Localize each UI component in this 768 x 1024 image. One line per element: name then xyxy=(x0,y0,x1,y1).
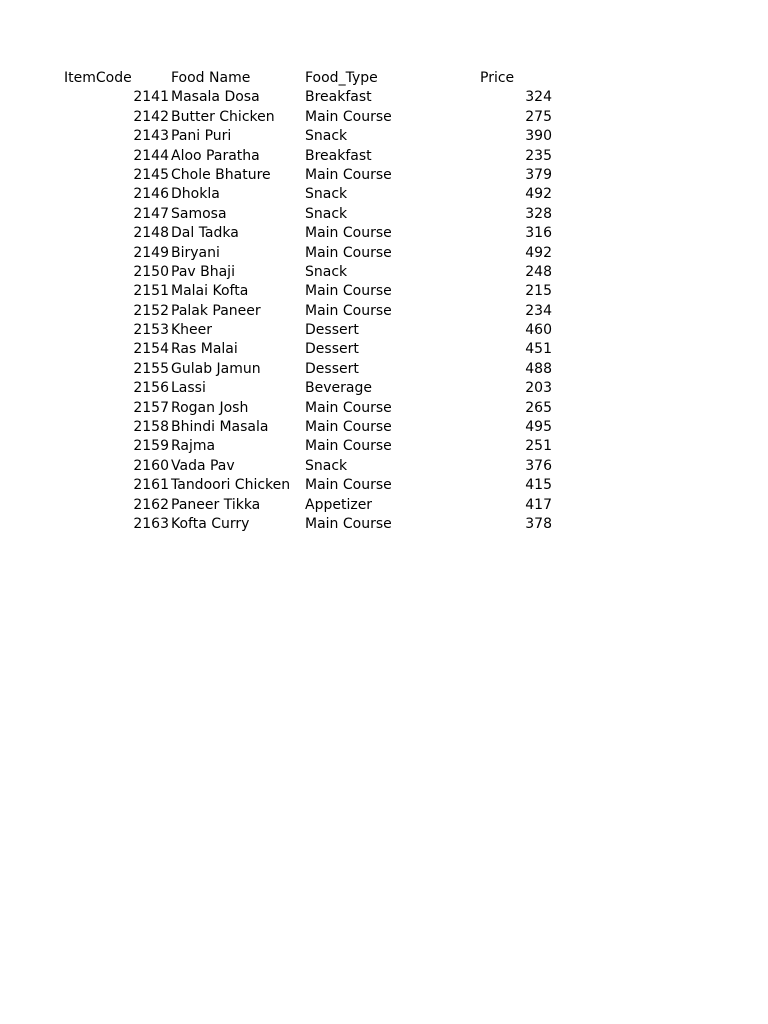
food-type-cell: Main Course xyxy=(305,244,392,261)
food-type-cell: Main Course xyxy=(305,399,392,416)
item-code-cell: 2161 xyxy=(133,477,169,494)
header-food-name: Food Name xyxy=(171,70,251,86)
price-cell: 378 xyxy=(525,515,552,532)
food-name-cell: Palak Paneer xyxy=(171,302,261,319)
food-name-cell: Pani Puri xyxy=(171,128,232,145)
item-code-cell: 2141 xyxy=(133,89,169,106)
food-name-cell: Masala Dosa xyxy=(171,89,260,106)
food-type-cell: Appetizer xyxy=(305,496,373,513)
item-code-cell: 2155 xyxy=(133,360,169,377)
food-name-cell: Paneer Tikka xyxy=(171,496,261,513)
item-code-cell: 2163 xyxy=(133,515,169,532)
food-name-cell: Aloo Paratha xyxy=(171,147,260,164)
food-name-cell: Kofta Curry xyxy=(171,515,250,532)
item-code-cell: 2147 xyxy=(133,205,169,222)
food-type-cell: Snack xyxy=(305,457,348,474)
food-type-cell: Main Course xyxy=(305,108,392,125)
price-cell: 316 xyxy=(525,225,552,242)
food-name-cell: Dhokla xyxy=(171,186,220,203)
price-cell: 417 xyxy=(525,496,552,513)
item-code-cell: 2148 xyxy=(133,225,169,242)
header-item-code: ItemCode xyxy=(64,70,132,86)
item-code-cell: 2157 xyxy=(133,399,169,416)
food-name-cell: Tandoori Chicken xyxy=(171,477,291,494)
food-type-cell: Main Course xyxy=(305,515,392,532)
food-name-cell: Rogan Josh xyxy=(171,399,249,416)
price-cell: 324 xyxy=(525,89,552,106)
item-code-cell: 2160 xyxy=(133,457,169,474)
price-cell: 379 xyxy=(525,166,552,183)
item-code-cell: 2142 xyxy=(133,108,169,125)
food-name-cell: Gulab Jamun xyxy=(171,360,261,377)
item-code-cell: 2143 xyxy=(133,128,169,145)
price-cell: 495 xyxy=(525,419,552,436)
price-cell: 451 xyxy=(525,341,552,358)
item-code-cell: 2151 xyxy=(133,283,169,300)
food-name-cell: Dal Tadka xyxy=(171,225,239,242)
price-cell: 275 xyxy=(525,108,552,125)
food-name-cell: Biryani xyxy=(171,244,220,261)
item-code-cell: 2152 xyxy=(133,302,169,319)
item-code-cell: 2156 xyxy=(133,380,169,397)
food-type-cell: Snack xyxy=(305,205,348,222)
price-cell: 376 xyxy=(525,457,552,474)
price-cell: 492 xyxy=(525,186,552,203)
food-type-cell: Snack xyxy=(305,186,348,203)
price-cell: 390 xyxy=(525,128,552,145)
food-type-cell: Main Course xyxy=(305,225,392,242)
food-type-cell: Dessert xyxy=(305,322,359,339)
food-type-cell: Main Course xyxy=(305,438,392,455)
price-cell: 215 xyxy=(525,283,552,300)
food-name-cell: Pav Bhaji xyxy=(171,263,235,280)
item-code-cell: 2150 xyxy=(133,263,169,280)
price-cell: 415 xyxy=(525,477,552,494)
item-code-cell: 2149 xyxy=(133,244,169,261)
header-price: Price xyxy=(480,70,515,86)
food-type-cell: Breakfast xyxy=(305,147,372,164)
price-cell: 234 xyxy=(525,302,552,319)
food-name-cell: Bhindi Masala xyxy=(171,419,269,436)
food-type-cell: Snack xyxy=(305,128,348,145)
food-name-cell: Rajma xyxy=(171,438,216,455)
food-name-cell: Samosa xyxy=(171,205,227,222)
food-type-cell: Dessert xyxy=(305,341,359,358)
price-cell: 235 xyxy=(525,147,552,164)
food-type-cell: Breakfast xyxy=(305,89,372,106)
food-type-cell: Main Course xyxy=(305,166,392,183)
food-type-cell: Main Course xyxy=(305,419,392,436)
food-type-cell: Main Course xyxy=(305,302,392,319)
food-type-cell: Beverage xyxy=(305,380,372,397)
food-type-cell: Dessert xyxy=(305,360,359,377)
food-type-cell: Main Course xyxy=(305,477,392,494)
price-cell: 203 xyxy=(525,380,552,397)
food-type-cell: Snack xyxy=(305,263,348,280)
food-name-cell: Vada Pav xyxy=(171,457,235,474)
item-code-cell: 2162 xyxy=(133,496,169,513)
item-code-cell: 2154 xyxy=(133,341,169,358)
food-name-cell: Kheer xyxy=(171,322,213,339)
price-cell: 488 xyxy=(525,360,552,377)
item-code-cell: 2146 xyxy=(133,186,169,203)
price-cell: 328 xyxy=(525,205,552,222)
price-cell: 492 xyxy=(525,244,552,261)
item-code-cell: 2144 xyxy=(133,147,169,164)
food-name-cell: Malai Kofta xyxy=(171,283,249,300)
header-food-type: Food_Type xyxy=(305,70,378,86)
price-cell: 265 xyxy=(525,399,552,416)
item-code-cell: 2145 xyxy=(133,166,169,183)
item-code-cell: 2158 xyxy=(133,419,169,436)
item-code-cell: 2159 xyxy=(133,438,169,455)
price-cell: 248 xyxy=(525,263,552,280)
item-code-cell: 2153 xyxy=(133,322,169,339)
food-name-cell: Ras Malai xyxy=(171,341,238,358)
food-name-cell: Butter Chicken xyxy=(171,108,275,125)
price-cell: 460 xyxy=(525,322,552,339)
food-type-cell: Main Course xyxy=(305,283,392,300)
food-name-cell: Lassi xyxy=(171,380,206,397)
price-cell: 251 xyxy=(525,438,552,455)
food-name-cell: Chole Bhature xyxy=(171,166,271,183)
